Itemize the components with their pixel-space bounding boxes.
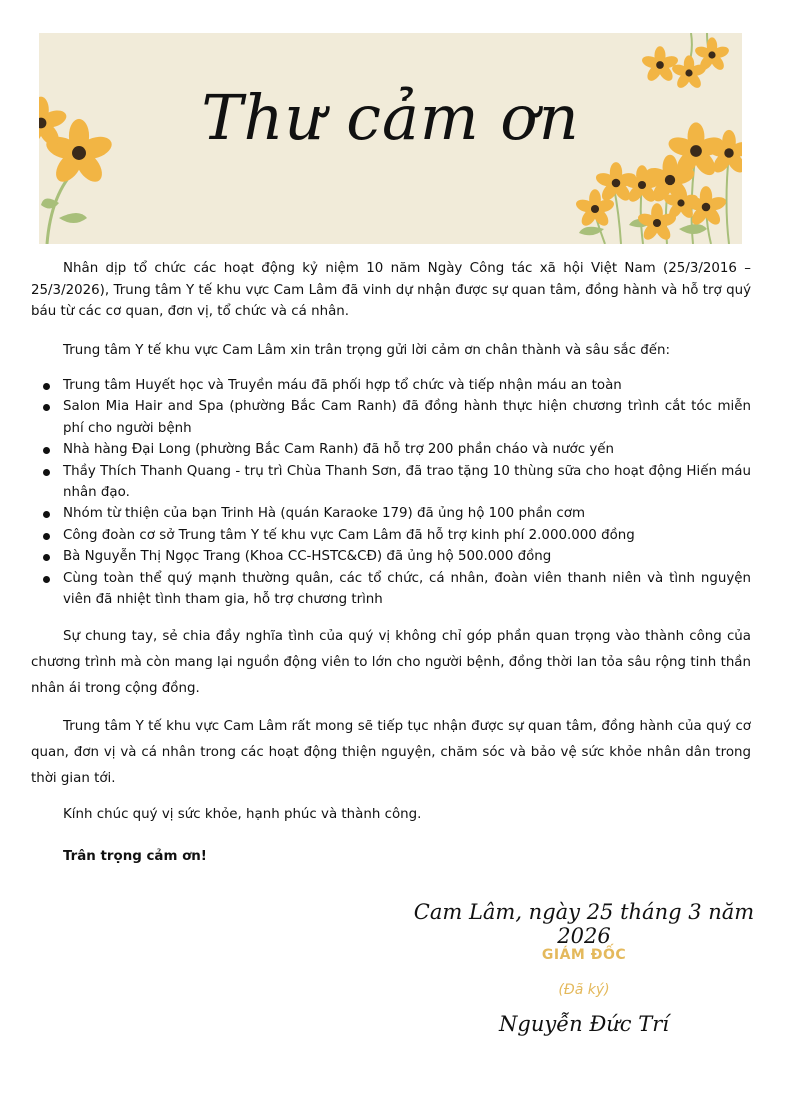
list-item: Nhóm từ thiện của bạn Trinh Hà (quán Karaoke 179) đã ủng hộ 100 phần cơm bbox=[63, 503, 751, 524]
list-item: Công đoàn cơ sở Trung tâm Y tế khu vực Cam Lâm đã hỗ trợ kinh phí 2.000.000 đồng bbox=[63, 525, 751, 546]
signature-role: GIÁM ĐỐC bbox=[541, 947, 627, 963]
list-item: Thầy Thích Thanh Quang - trụ trì Chùa Thanh Sơn, đã trao tặng 10 thùng sữa cho hoạt động Hiến máu nhân đạo. bbox=[63, 461, 751, 504]
header-banner bbox=[39, 33, 742, 244]
page-title: Thư cảm ơn bbox=[201, 81, 580, 154]
signature-place-date: Cam Lâm, ngày 25 tháng 3 năm 2026 bbox=[413, 900, 755, 948]
closing-line: Trân trọng cảm ơn! bbox=[63, 848, 207, 864]
supporter-list bbox=[31, 375, 751, 610]
intro-paragraph: Nhân dịp tổ chức các hoạt động kỷ niệm 10 năm Ngày Công tác xã hội Việt Nam (25/3/2016 – 25/3/2026), Trung tâm Y tế khu vực Cam Lâm đã vinh dự nhận được sự quan tâm, đồng hành và hỗ trợ quý báu từ các cơ quan, đơn vị, tổ chức và cá nhân. bbox=[31, 261, 751, 319]
list-item: Bà Nguyễn Thị Ngọc Trang (Khoa CC-HSTC&CĐ) đã ủng hộ 500.000 đồng bbox=[63, 546, 751, 567]
impact-paragraph: Sự chung tay, sẻ chia đầy nghĩa tình của quý vị không chỉ góp phần quan trọng vào thành công của chương trình mà còn mang lại nguồn động viên to lớn cho người bệnh, đồng thời lan tỏa sâu rộng tinh thần nhân ái trong cộng đồng. bbox=[31, 629, 751, 697]
thanks-intro: Trung tâm Y tế khu vực Cam Lâm xin trân trọng gửi lời cảm ơn chân thành và sâu sắc đến: bbox=[63, 342, 670, 358]
wishes-paragraph: Kính chúc quý vị sức khỏe, hạnh phúc và thành công. bbox=[63, 807, 422, 823]
hope-paragraph: Trung tâm Y tế khu vực Cam Lâm rất mong sẽ tiếp tục nhận được sự quan tâm, đồng hành của quý cơ quan, đơn vị và cá nhân trong các hoạt động thiện nguyện, chăm sóc và bảo vệ sức khỏe nhân dân trong thời gian tới. bbox=[31, 719, 751, 787]
list-item: Trung tâm Huyết học và Truyền máu đã phối hợp tổ chức và tiếp nhận máu an toàn bbox=[63, 375, 751, 396]
signature-name: Nguyễn Đức Trí bbox=[499, 1012, 669, 1036]
signature-signed: (Đã ký) bbox=[558, 982, 610, 998]
list-item: Salon Mia Hair and Spa (phường Bắc Cam Ranh) đã đồng hành thực hiện chương trình cắt tóc miễn phí cho người bệnh bbox=[63, 396, 751, 439]
list-item: Cùng toàn thể quý mạnh thường quân, các tổ chức, cá nhân, đoàn viên thanh niên và tình nguyện viên đã nhiệt tình tham gia, hỗ trợ chương trình bbox=[63, 568, 751, 611]
letter-body bbox=[31, 258, 751, 867]
list-item: Nhà hàng Đại Long (phường Bắc Cam Ranh) đã hỗ trợ 200 phần cháo và nước yến bbox=[63, 439, 751, 460]
